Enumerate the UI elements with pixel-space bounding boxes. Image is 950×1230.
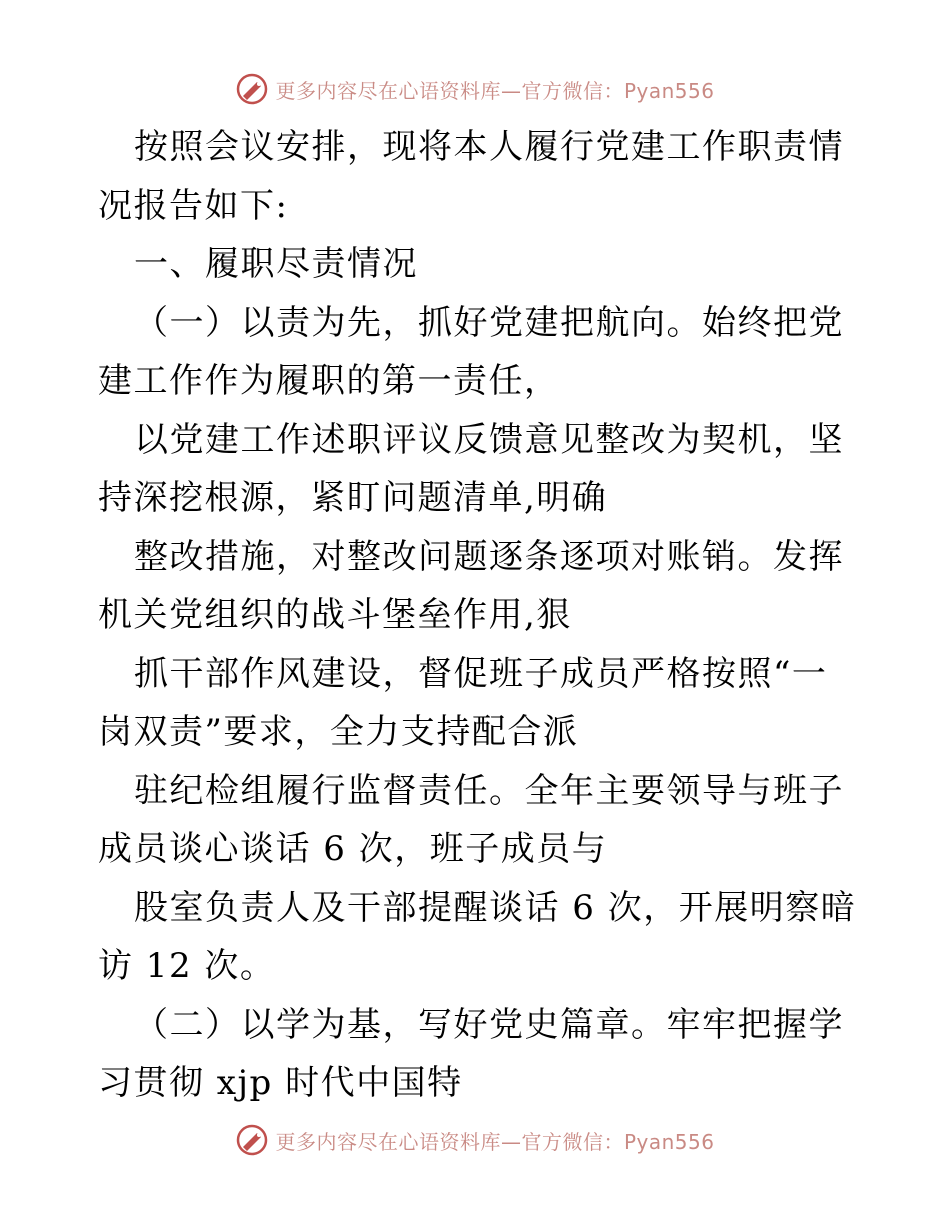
paragraph-5: 驻纪检组履行监督责任。全年主要领导与班子成员谈心谈话 6 次，班子成员与 — [98, 770, 844, 869]
section-heading-1: 一、履职尽责情况 — [134, 244, 418, 284]
paragraph-1: （一）以责为先，抓好党建把航向。始终把党建工作作为履职的第一责任， — [98, 302, 844, 401]
watermark-text: 更多内容尽在心语资料库—官方微信：Pyan556 — [275, 1129, 715, 1154]
paragraph-intro: 按照会议安排，现将本人履行党建工作职责情况报告如下: — [98, 127, 844, 226]
paragraph-7: （二）以学为基，写好党史篇章。牢牢把握学习贯彻 xjp 时代中国特 — [98, 1004, 844, 1103]
watermark-text: 更多内容尽在心语资料库—官方微信：Pyan556 — [275, 78, 715, 103]
paragraph-4: 抓干部作风建设，督促班子成员严格按照“一岗双责”要求，全力支持配合派 — [98, 653, 828, 752]
paragraph-2: 以党建工作述职评议反馈意见整改为契机，坚持深挖根源，紧盯问题清单,明确 — [98, 419, 844, 518]
paragraph-6: 股室负责人及干部提醒谈话 6 次，开展明察暗访 12 次。 — [98, 887, 857, 986]
pen-logo-icon — [235, 72, 269, 106]
document-body — [98, 118, 858, 1113]
watermark-header — [0, 72, 950, 106]
watermark-footer — [0, 1123, 950, 1157]
pen-logo-icon — [235, 1123, 269, 1157]
paragraph-3: 整改措施，对整改问题逐条逐项对账销。发挥机关党组织的战斗堡垒作用,狠 — [98, 536, 844, 635]
